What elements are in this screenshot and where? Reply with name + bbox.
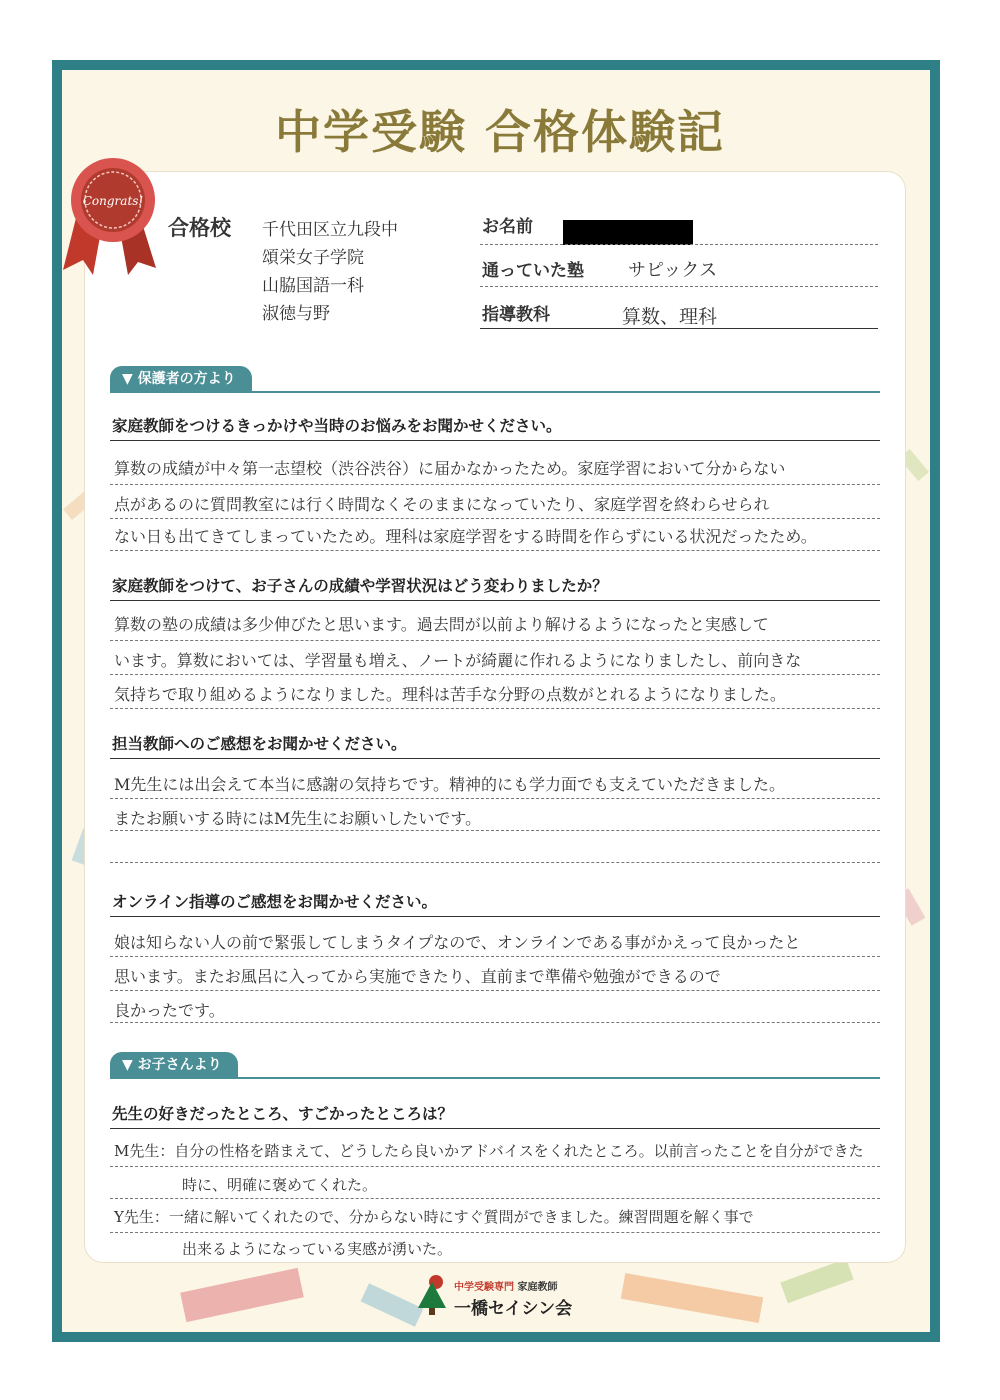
question-heading: 家庭教師をつけるきっかけや当時のお悩みをお聞かせください。 (112, 417, 562, 435)
answer-line: います。算数においては、学習量も増え、ノートが綺麗に作れるようになりましたし、前向きな (114, 651, 802, 670)
footer-tagline (454, 1278, 557, 1293)
answer-rule (110, 830, 880, 831)
answer-line: M先生には出会えて本当に感謝の気持ちです。精神的にも学力面でも支えていただきました。 (114, 775, 785, 794)
subjects-label: 指導教科 (482, 305, 550, 325)
answer-line: またお願いする時にはM先生にお願いしたいです。 (114, 809, 482, 828)
answer-rule (110, 674, 880, 675)
question-heading: オンライン指導のご感想をお聞かせください。 (112, 893, 438, 911)
subjects-value: 算数、理科 (622, 306, 718, 328)
answer-rule (110, 862, 880, 863)
answer-rule (110, 990, 880, 991)
congrats-rosette-icon (58, 150, 168, 280)
cram-school-value: サピックス (628, 260, 718, 281)
redacted-name (563, 220, 693, 245)
answer-rule (110, 1166, 880, 1167)
question-rule (110, 440, 880, 441)
answer-rule (110, 640, 880, 641)
footer-tagline-red: 中学受験専門 (454, 1282, 514, 1293)
page-title: 中学受験 合格体験記 (274, 105, 725, 159)
answer-line: 出来るようになっている実感が湧いた。 (182, 1240, 453, 1258)
question-heading: 先生の好きだったところ、すごかったところは？ (112, 1105, 454, 1123)
answer-line: 思います。またお風呂に入ってから実施できたり、直前まで準備や勉強ができるので (114, 967, 721, 986)
answer-rule (110, 550, 880, 551)
question-rule (110, 1128, 880, 1129)
name-label: お名前 (482, 217, 533, 237)
tree-logo-icon (414, 1274, 450, 1316)
answer-line: 点があるのに質問教室には行く時間なくそのままになっていたり、家庭学習を終わらせられ (114, 495, 770, 514)
answer-rule (110, 1198, 880, 1199)
footer-tagline-text: 家庭教師 (517, 1282, 558, 1293)
answer-rule (110, 484, 880, 485)
answer-line: M先生：自分の性格を踏まえて、どうしたら良いかアドバイスをくれたところ。以前言ったことを自分ができた (114, 1142, 864, 1160)
question-rule (110, 600, 880, 601)
content-card (82, 172, 905, 1262)
answer-rule (110, 798, 880, 799)
section-rule (110, 1077, 880, 1079)
cram-school-label: 通っていた塾 (482, 261, 584, 281)
passed-schools-label: 合格校 (168, 216, 231, 240)
school-item: 山脇国語一科 (262, 276, 364, 296)
question-heading: 家庭教師をつけて、お子さんの成績や学習状況はどう変わりましたか？ (112, 577, 608, 595)
answer-rule (110, 708, 880, 709)
answer-line: ない日も出てきてしまっていたため。理科は家庭学習をする時間を作らずにいる状況だったため。 (114, 527, 817, 546)
school-item: 千代田区立九段中 (262, 220, 398, 240)
answer-line: 娘は知らない人の前で緊張してしまうタイプなので、オンラインである事がかえって良かったと (114, 933, 801, 952)
answer-rule (110, 1232, 880, 1233)
footer-brand: 一橋セイシン会 (454, 1299, 573, 1319)
answer-line: Y先生：一緒に解いてくれたので、分からない時にすぐ質問ができました。練習問題を解く事で (114, 1208, 754, 1226)
rosette-text: Congrats! (82, 194, 144, 208)
section-rule (110, 391, 880, 393)
question-rule (110, 916, 880, 917)
divider (480, 328, 878, 329)
school-item: 頌栄女子学院 (262, 248, 364, 268)
answer-line: 気持ちで取り組めるようになりました。理科は苦手な分野の点数がとれるようになりました。 (114, 685, 786, 704)
divider (480, 286, 878, 287)
answer-rule (110, 956, 880, 957)
answer-rule (110, 518, 880, 519)
answer-line: 算数の成績が中々第一志望校（渋谷渋谷）に届かなかったため。家庭学習において分からない (114, 459, 786, 478)
answer-rule (110, 1022, 880, 1023)
school-item: 淑徳与野 (262, 304, 330, 324)
question-heading: 担当教師へのご感想をお聞かせください。 (112, 735, 407, 753)
parent-section-tag: ▼ 保護者の方より (110, 366, 252, 392)
divider (480, 244, 878, 245)
answer-line: 良かったです。 (114, 1001, 225, 1020)
child-section-tag: ▼ お子さんより (110, 1052, 238, 1078)
question-rule (110, 758, 880, 759)
answer-line: 時に、明確に褒めてくれた。 (182, 1176, 378, 1194)
answer-line: 算数の塾の成績は多少伸びたと思います。過去問が以前より解けるようになったと実感して (114, 615, 769, 634)
